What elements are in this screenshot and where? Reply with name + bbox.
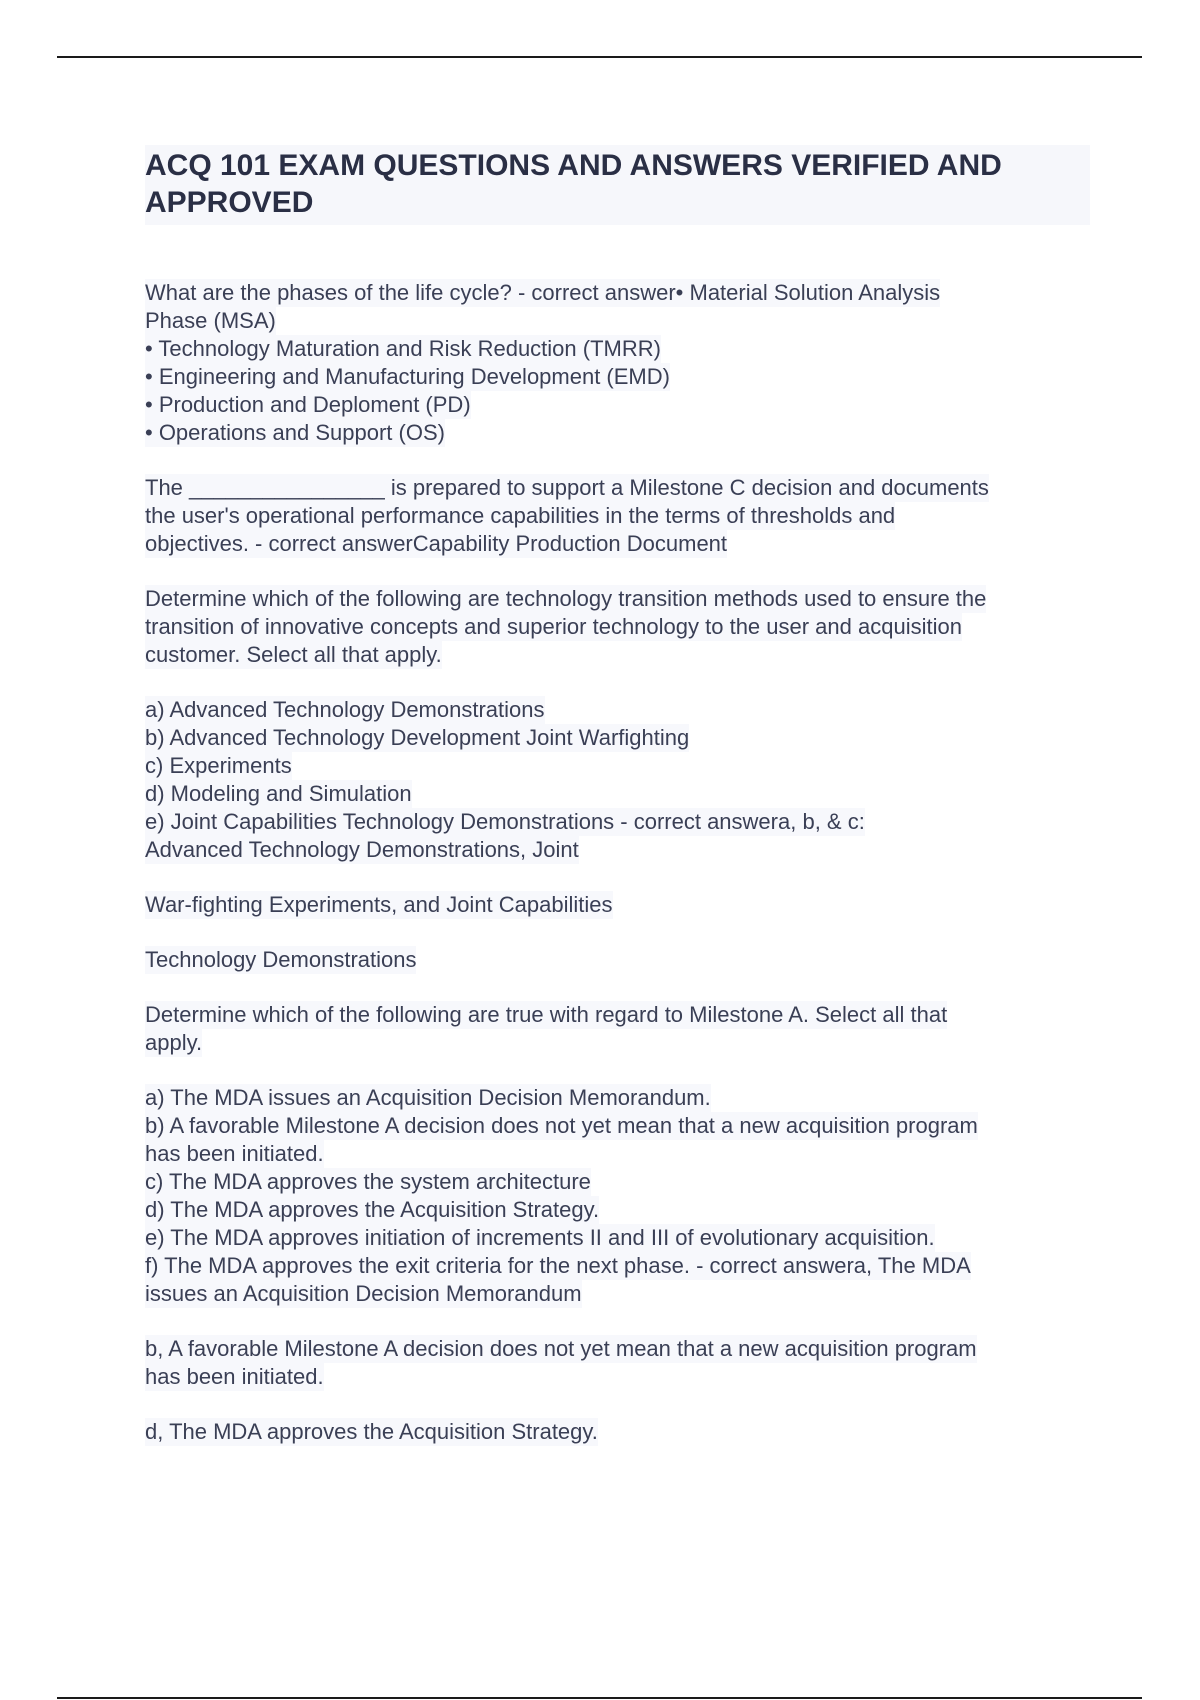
text-line: d) The MDA approves the Acquisition Strategy. [145, 1197, 600, 1222]
paragraph-gap [145, 669, 1090, 696]
paragraph-gap [145, 974, 1090, 1001]
text-line: b, A favorable Milestone A decision does not yet mean that a new acquisition program [145, 1336, 977, 1361]
paragraph-gap [145, 1308, 1090, 1335]
top-rule [57, 56, 1142, 58]
text-line: e) The MDA approves initiation of increments II and III of evolutionary acquisition. [145, 1225, 935, 1250]
text-line: a) The MDA issues an Acquisition Decision Memorandum. [145, 1085, 711, 1110]
text-line: Phase (MSA) [145, 308, 276, 333]
paragraph-gap [145, 558, 1090, 585]
paragraph-gap [145, 447, 1090, 474]
text-line: Technology Demonstrations [145, 947, 417, 972]
text-line: d) Modeling and Simulation [145, 781, 412, 806]
text-line: b) A favorable Milestone A decision does not yet mean that a new acquisition program [145, 1113, 978, 1138]
text-line: Determine which of the following are true with regard to Milestone A. Select all that [145, 1002, 948, 1027]
text-line: d, The MDA approves the Acquisition Strategy. [145, 1419, 598, 1444]
text-line: • Engineering and Manufacturing Development (EMD) [145, 364, 670, 389]
text-line: transition of innovative concepts and superior technology to the user and acquisition [145, 614, 962, 639]
paragraph-gap [145, 864, 1090, 891]
text-line: c) Experiments [145, 753, 292, 778]
text-line: War-fighting Experiments, and Joint Capabilities [145, 892, 613, 917]
text-line: customer. Select all that apply. [145, 642, 442, 667]
text-line: What are the phases of the life cycle? - correct answer• Material Solution Analysis [145, 280, 941, 305]
paragraph-gap [145, 919, 1090, 946]
text-line: apply. [145, 1030, 203, 1055]
document-body [145, 279, 1090, 1446]
text-line: b) Advanced Technology Development Joint Warfighting [145, 725, 690, 750]
text-line: has been initiated. [145, 1364, 324, 1389]
text-line: has been initiated. [145, 1141, 324, 1166]
text-line: e) Joint Capabilities Technology Demonstrations - correct answera, b, & c: [145, 809, 865, 834]
document-page [145, 145, 1090, 1446]
text-line: a) Advanced Technology Demonstrations [145, 697, 545, 722]
text-line: • Operations and Support (OS) [145, 420, 445, 445]
text-line: Advanced Technology Demonstrations, Joint [145, 837, 579, 862]
text-line: f) The MDA approves the exit criteria for the next phase. - correct answera, The MDA [145, 1253, 971, 1278]
text-line: • Production and Deploment (PD) [145, 392, 471, 417]
paragraph-gap [145, 1057, 1090, 1084]
text-line: issues an Acquisition Decision Memorandum [145, 1281, 582, 1306]
text-line: • Technology Maturation and Risk Reduction (TMRR) [145, 336, 661, 361]
text-line: c) The MDA approves the system architecture [145, 1169, 591, 1194]
text-line: The ________________ is prepared to support a Milestone C decision and documents [145, 475, 989, 500]
document-title: ACQ 101 EXAM QUESTIONS AND ANSWERS VERIFIED AND APPROVED [145, 145, 1090, 225]
text-line: objectives. - correct answerCapability Production Document [145, 531, 728, 556]
text-line: Determine which of the following are technology transition methods used to ensure the [145, 586, 987, 611]
text-line: the user's operational performance capabilities in the terms of thresholds and [145, 503, 896, 528]
bottom-rule [57, 1697, 1142, 1699]
paragraph-gap [145, 1391, 1090, 1418]
